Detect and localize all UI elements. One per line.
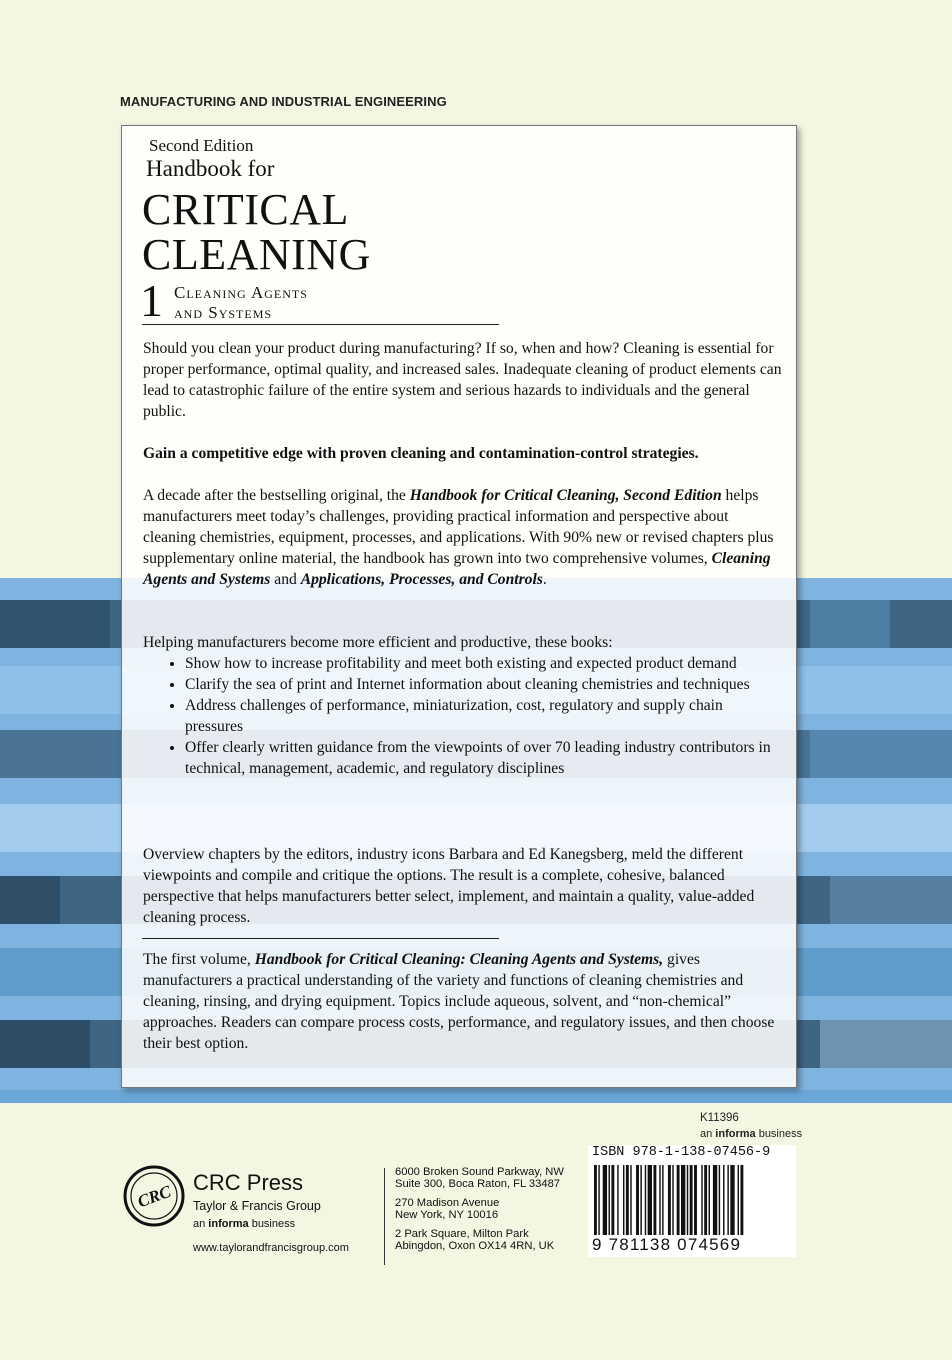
volume-title — [174, 283, 308, 323]
address-block: 2 Park Square, Milton Park Abingdon, Oxon OX14 4RN, UK — [395, 1227, 555, 1253]
isbn-label: ISBN 978-1-138-07456-9 — [592, 1145, 771, 1160]
tagline: Gain a competitive edge with proven cleaning and contamination-control strategies. — [143, 445, 699, 462]
barcode-bar — [662, 1165, 663, 1235]
barcode-bar — [653, 1165, 656, 1235]
handbook-label: Handbook for — [146, 156, 275, 181]
barcode-bar — [640, 1165, 641, 1235]
publisher-website: www.taylorandfrancisgroup.com — [193, 1242, 349, 1254]
list-item: • Offer clearly written guidance from the viewpoints of over 70 leading industry contributors in technical, management, academic, and regulatory disciplines — [185, 737, 783, 779]
benefits-list-block — [143, 632, 783, 779]
barcode-bar — [668, 1165, 671, 1235]
barcode-bar — [659, 1165, 660, 1235]
barcode-bar — [630, 1165, 631, 1235]
barcode-bar — [701, 1165, 702, 1235]
address-block: 270 Madison Avenue New York, NY 10016 — [395, 1196, 500, 1222]
title-rule — [142, 324, 499, 325]
description-paragraph: A decade after the bestselling original, the Handbook for Critical Cleaning, Second Edition helps manufacturers meet today’s challenges, providing practical information and perspective about cleaning chemistries, equipment, processes, and applications. With 90% new or revised chapters plus supplementary online material, the handbook has grown into two comprehensive volumes, Cleaning Agents and Systems and Applications, Processes, and Controls. — [143, 487, 774, 588]
list-item: • Clarify the sea of print and Internet information about cleaning chemistries and techniques — [185, 674, 783, 695]
barcode-bar — [740, 1165, 743, 1235]
barcode-bar — [626, 1165, 629, 1235]
barcode-bar — [723, 1165, 724, 1235]
barcode-bar — [681, 1165, 685, 1235]
barcode-bar — [677, 1165, 680, 1235]
barcode-bar — [594, 1165, 597, 1235]
series-label: MANUFACTURING AND INDUSTRIAL ENGINEERING — [120, 94, 447, 109]
list-item: • Address challenges of performance, miniaturization, cost, regulatory and supply chain pressures — [185, 695, 783, 737]
catalog-code: K11396 — [700, 1112, 739, 1124]
intro-paragraph: Should you clean your product during manufacturing? If so, when and how? Cleaning is essential for proper performance, optimal quality, and increased sales. Inadequate cleaning of product elements can lead to catastrophic failure of the entire system and serious hazards to individuals and the general public. — [143, 340, 782, 420]
volume-number: 1 — [140, 275, 163, 326]
barcode-bar — [738, 1165, 739, 1235]
cover-panel — [121, 125, 797, 1088]
addresses — [395, 1166, 564, 1252]
volume-title-line-1: Cleaning Agents — [174, 283, 308, 302]
barcode-bar — [694, 1165, 697, 1235]
address-block: 6000 Broken Sound Parkway, NW Suite 300, Boca Raton, FL 33487 — [395, 1166, 564, 1191]
title-line-1: CRITICAL — [142, 185, 349, 234]
barcode-bar — [672, 1165, 673, 1235]
publisher-group: Taylor & Francis Group — [193, 1199, 321, 1213]
barcode-bar — [687, 1165, 688, 1235]
list-item: • Show how to increase profitability and meet both existing and expected product demand — [185, 653, 783, 674]
barcode — [588, 1145, 796, 1257]
barcode-bar — [704, 1165, 707, 1235]
edition-label: Second Edition — [149, 136, 254, 155]
crc-logo-icon — [122, 1164, 186, 1228]
barcode-bar — [648, 1165, 652, 1235]
logo-text: CRC — [134, 1181, 174, 1212]
barcode-number: 9 781138 074569 — [592, 1235, 742, 1254]
barcode-bar — [636, 1165, 639, 1235]
barcode-bar — [719, 1165, 720, 1235]
barcode-bar — [727, 1165, 728, 1235]
informa-tag: an informa business — [700, 1128, 803, 1140]
volume-title-line-2: and Systems — [174, 303, 273, 322]
barcode-bar — [645, 1165, 646, 1235]
barcode-bar — [609, 1165, 610, 1235]
section-rule — [142, 938, 499, 939]
title-line-2: CLEANING — [142, 230, 371, 279]
barcode-bar — [598, 1165, 599, 1235]
barcode-bar — [713, 1165, 717, 1235]
publisher-name: CRC Press — [193, 1170, 304, 1195]
volume-paragraph: The first volume, Handbook for Critical Cleaning: Cleaning Agents and Systems, gives manufacturers a practical understanding of the variety and functions of cleaning chemistries and cleaning, rinsing, and drying equipment. Topics include aqueous, solvent, and “non-chemical” approaches. Readers can compare process costs, performance, and regulatory issues, and then choose their best option. — [143, 951, 775, 1052]
barcode-bar — [603, 1165, 607, 1235]
barcode-bars — [592, 1165, 792, 1237]
benefits-list — [143, 653, 783, 779]
barcode-bar — [611, 1165, 614, 1235]
barcode-bar — [690, 1165, 693, 1235]
overview-paragraph: Overview chapters by the editors, industry icons Barbara and Ed Kanegsberg, meld the different viewpoints and compile and critique the options. The result is a complete, cohesive, balanced perspective that helps manufacturers better select, implement, and maintain a quality, value-added cleaning process. — [143, 846, 755, 926]
barcode-bar — [623, 1165, 624, 1235]
barcode-bar — [730, 1165, 734, 1235]
barcode-bar — [709, 1165, 710, 1235]
address-divider — [384, 1168, 385, 1265]
publisher-informa: an informa business — [193, 1218, 296, 1230]
list-intro: Helping manufacturers become more efficient and productive, these books: — [143, 634, 613, 651]
barcode-bar — [617, 1165, 618, 1235]
